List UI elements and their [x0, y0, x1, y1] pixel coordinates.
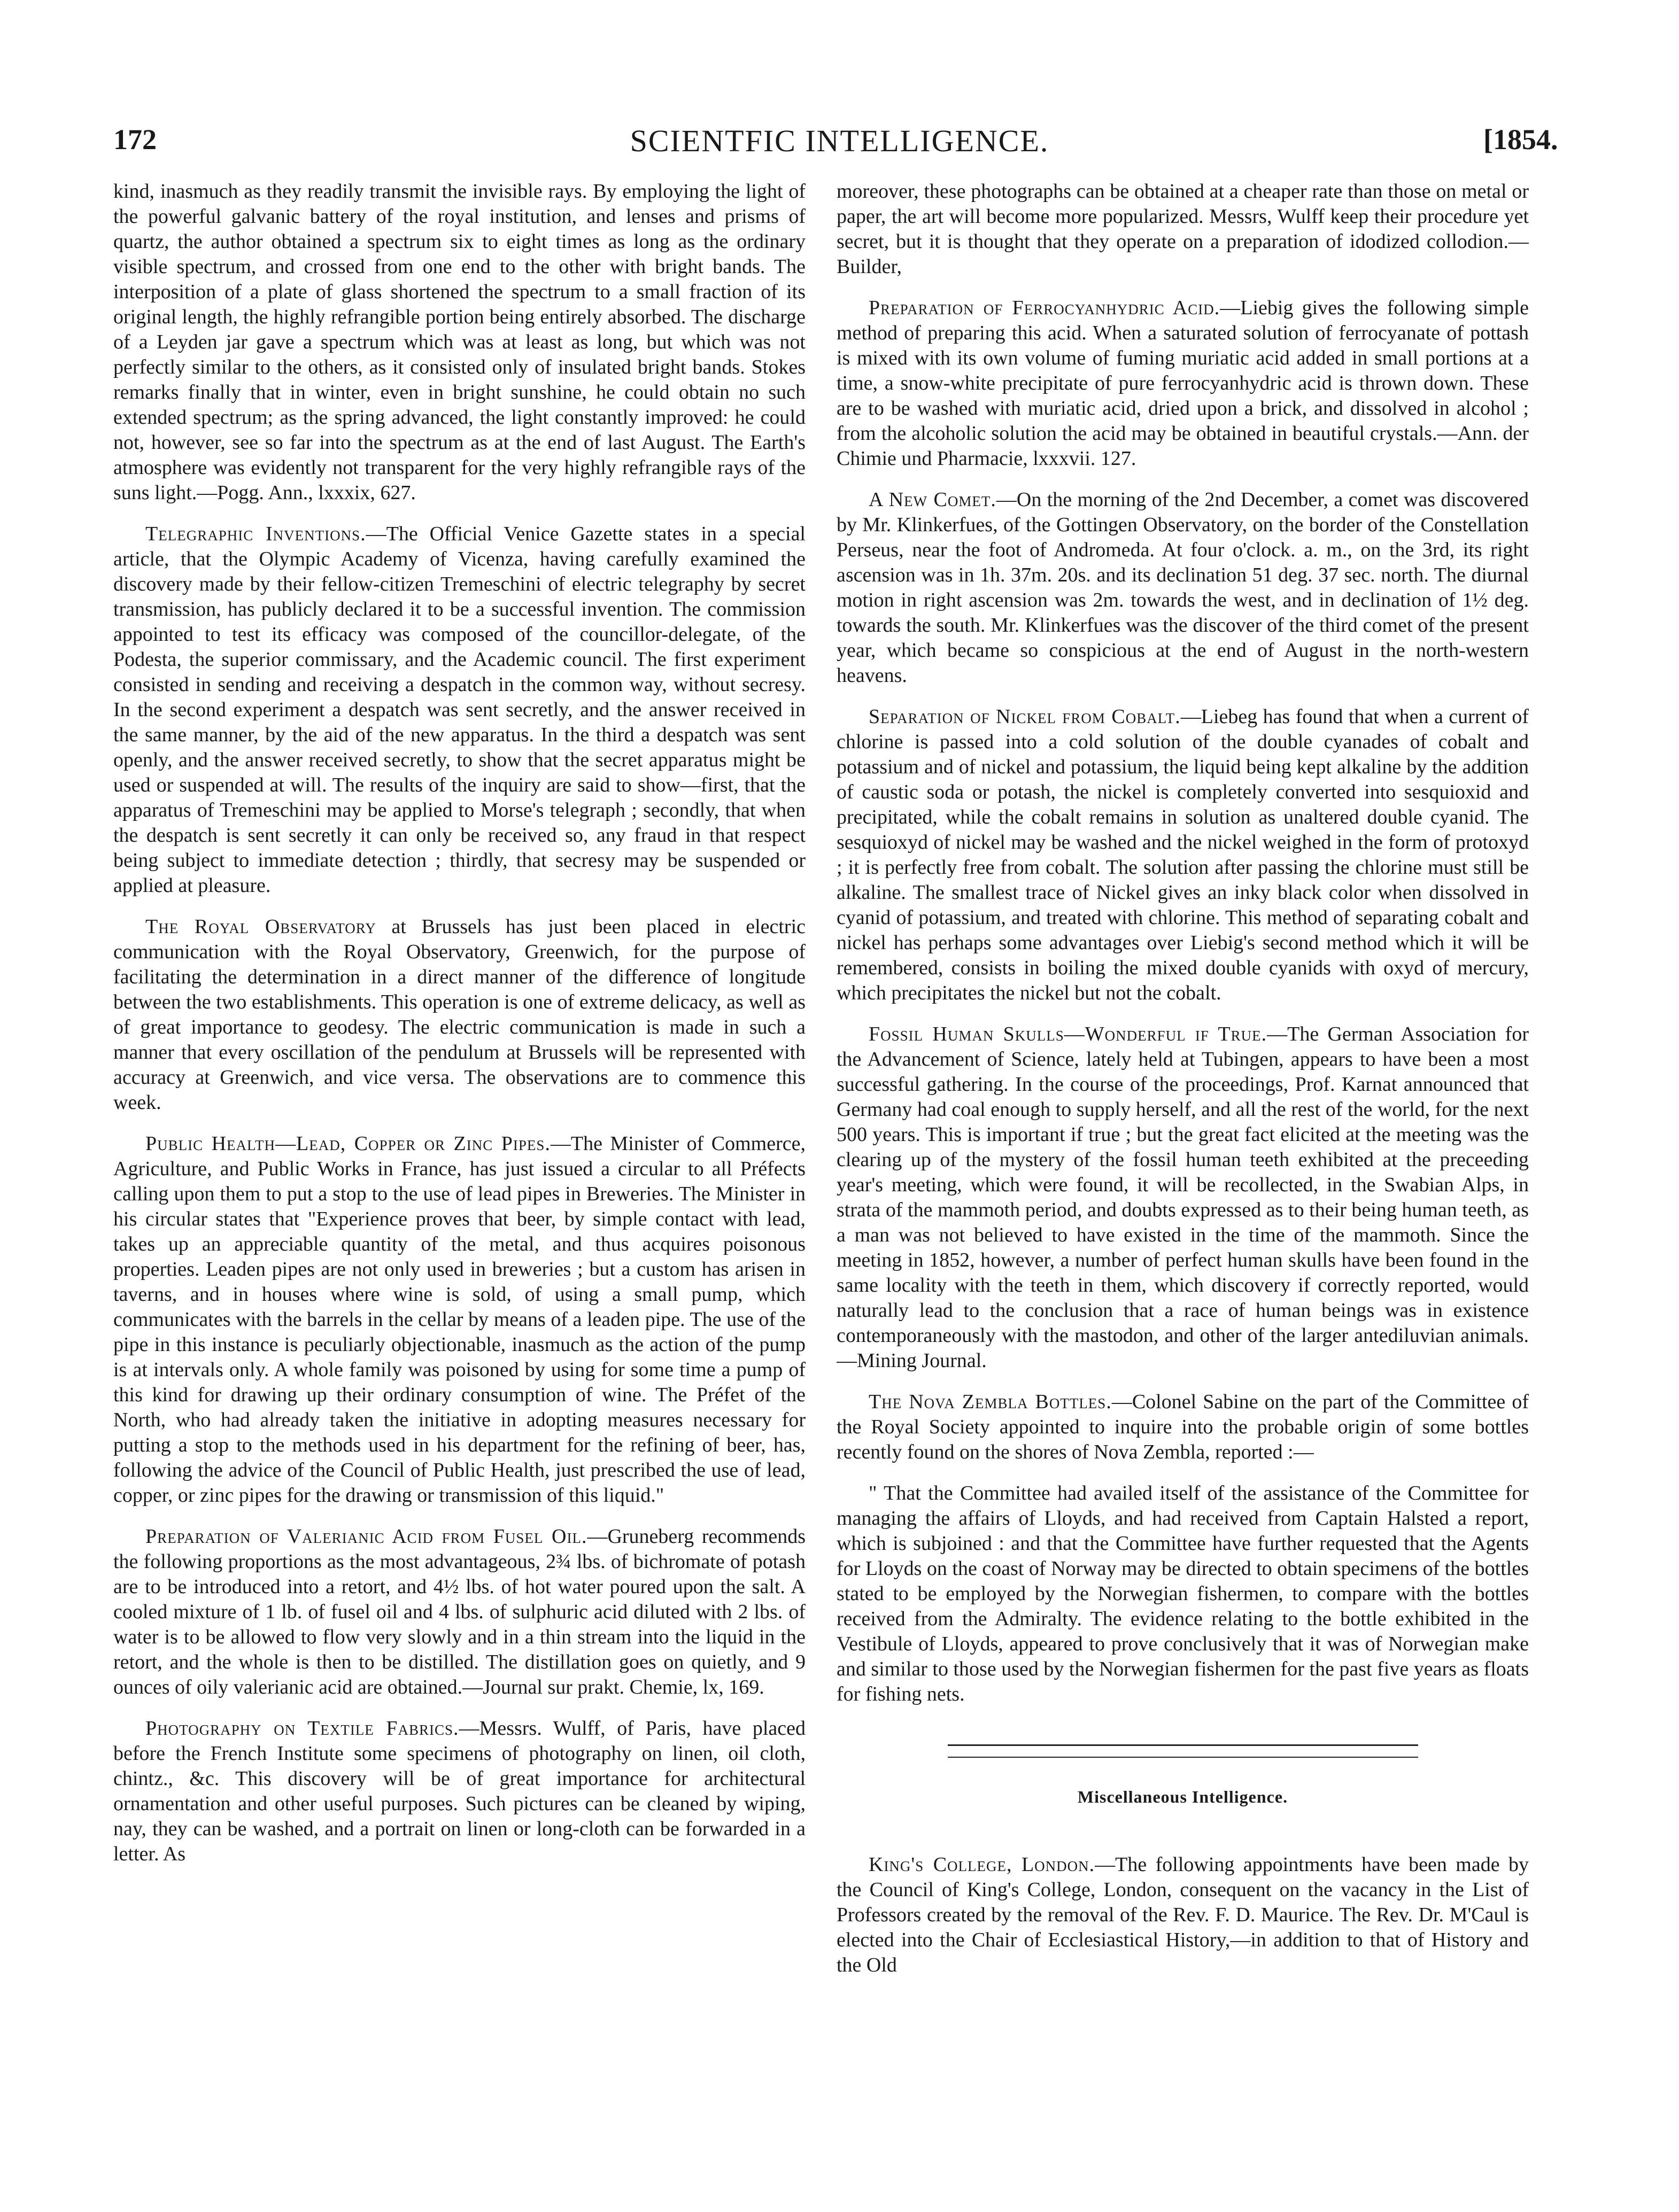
section-heading: The Nova Zembla Bottles.: [869, 1391, 1112, 1413]
paragraph-ferrocyanhydric-acid: [837, 296, 1529, 471]
paragraph-text: —Messrs. Wulff, of Paris, have placed before the French Institute some specimens of photography on linen, oil cloth, chintz., &c. This discovery will be of great importance for architectural ornamentation and other useful purposes. Such pictures can be cleaned by wiping, nay, they can be washed, and a portrait on linen or long-cloth can be forwarded in a letter. As: [113, 1717, 806, 1865]
section-heading: Preparation of Ferrocyanhydric Acid.: [869, 297, 1220, 319]
paragraph-text: —The following appointments have been made by the Council of King's College, London, consequent on the vacancy in the List of Professors created by the removal of the Rev. F. D. Maurice. The Rev. Dr. M'Caul is elected into the Chair of Ecclesiastical History,—in addition to that of History and the Old: [837, 1853, 1529, 1976]
running-title: SCIENTFIC INTELLIGENCE.: [630, 123, 1049, 158]
page-number: 172: [113, 123, 157, 156]
year-label: [1854.: [1483, 123, 1558, 156]
paragraph-text: —The Minister of Commerce, Agriculture, and Public Works in France, has just issued a circular to all Préfects calling upon them to put a stop to the use of lead pipes in Breweries. The Minister in his circular states that "Experience proves that beer, by simple contact with lead, takes up an appreciable quantity of the metal, and thus acquires poisonous properties. Leaden pipes are not only used in breweries ; but a custom has arisen in taverns, and in houses where wine is sold, of using a small pump, which communicates with the barrels in the cellar by means of a leaden pipe. The use of the pipe in this instance is peculiarly objectionable, inasmuch as the action of the pump is at intervals only. A whole family was poisoned by using for some time a pump of this kind for drawing up their ordinary consumption of wine. The Préfet of the North, who had already taken the initiative in adopting measures necessary for putting a stop to the methods used in his department for the refining of beer, has, following the advice of the Council of Public Health, just prescribed the use of lead, copper, or zinc pipes for the drawing or transmission of this liquid.": [113, 1132, 806, 1507]
miscellaneous-heading: Miscellaneous Intelligence.: [1077, 1787, 1288, 1806]
section-heading: A New Comet.: [869, 488, 996, 511]
paragraph-photography-continued: moreover, these photographs can be obtained at a cheaper rate than those on metal or paper, the art will become more popularized. Messrs, Wulff keep their procedure yet secret, but it is thought that they operate on a preparation of idodized collodion.—Builder,: [837, 180, 1529, 278]
paragraph-valerianic-acid: [113, 1524, 806, 1700]
paragraph-text: —Gruneberg recommends the following proportions as the most advantageous, 2¾ lbs. of bichromate of potash are to be introduced into a retort, and 4½ lbs. of hot water poured upon the salt. A cooled mixture of 1 lb. of fusel oil and 4 lbs. of sulphuric acid diluted with 2 lbs. of water is to be allowed to flow very slowly and in a thin stream into the liquid in the retort, and the whole is then to be distilled. The distillation goes on quietly, and 9 ounces of oily valerianic acid are obtained.—Journal sur prakt. Chemie, lx, 169.: [113, 1525, 806, 1698]
paragraph-spectrum-continued: kind, inasmuch as they readily transmit the invisible rays. By employing the light of the powerful galvanic battery of the royal institution, and lenses and prisms of quartz, the author obtained a spectrum six to eight times as long as the ordinary visible spectrum, and crossed from one end to the other with bright bands. The interposition of a plate of glass shortened the spectrum to a small fraction of its original length, the highly refrangible portion being entirely absorbed. The discharge of a Leyden jar gave a spectrum which was at least as long, but which was not perfectly similar to the others, as it consisted only of insulated bright bands. Stokes remarks finally that in winter, even in bright sunshine, he could obtain no such extended spectrum; as the spring advanced, the light constantly improved: he could not, however, see so far into the spectrum as at the end of last August. The Earth's atmosphere was evidently not transparent for the very highly refrangible rays of the suns light.—Pogg. Ann., lxxxix, 627.: [113, 180, 806, 504]
paragraph-public-health: [113, 1131, 806, 1508]
paragraph-photography-textile: [113, 1716, 806, 1867]
running-header: [0, 123, 1679, 166]
paragraph-telegraphic-inventions: [113, 522, 806, 898]
section-divider-secondary: [948, 1757, 1418, 1758]
section-heading: Photography on Textile Fabrics.: [145, 1717, 459, 1740]
paragraph-kings-college: [837, 1852, 1529, 1978]
paragraph-committee-report-quote: " That the Committee had availed itself of the assistance of the Committee for managing the affairs of Lloyds, and had received from Captain Halsted a report, which is subjoined : and that the Committee have further requested that the Agents for Lloyds on the coast of Norway may be directed to obtain specimens of the bottles stated to be employed by the Norwegian fishermen, to compare with the bottles received from the Admiralty. The evidence relating to the bottle exhibited in the Vestibule of Lloyds, appeared to prove conclusively that it was of Norwegian make and similar to those used by the Norwegian fishermen for the past five years as floats for fishing nets.: [837, 1482, 1529, 1705]
paragraph-fossil-skulls: [837, 1022, 1529, 1373]
right-column: [837, 179, 1529, 2154]
section-divider: [948, 1744, 1418, 1746]
paragraph-text: —Liebeg has found that when a current of chlorine is passed into a cold solution of the double cyanades of cobalt and potassium and of nickel and potassium, the liquid being kept alkaline by the addition of caustic soda or potash, the nickel is completely converted into sesquioxid and precipitated, while the cobalt remains in solution as unaltered double cyanid. The sesquioxyd of nickel may be washed and the nickel weighed in the form of protoxyd ; it is perfectly free from cobalt. The solution after passing the chlorine must still be alkaline. The smallest trace of Nickel gives an inky black color when dissolved in cyanid of potassium, and treated with chlorine. This method of separating cobalt and nickel has perhaps some advantages over Liebig's second method which it will be remembered, consists in boiling the mixed double cyanids with oxyd of mercury, which precipitates the nickel but not the cobalt.: [837, 705, 1529, 1004]
paragraph-nova-zembla: [837, 1390, 1529, 1465]
paragraph-new-comet: [837, 487, 1529, 688]
section-heading: King's College, London.: [869, 1853, 1095, 1876]
left-column: [113, 179, 806, 2154]
section-heading: Preparation of Valerianic Acid from Fusel Oil.: [145, 1525, 587, 1548]
paragraph-nickel-cobalt: [837, 704, 1529, 1006]
paragraph-text: —The Official Venice Gazette states in a special article, that the Olympic Academy of Vicenza, having carefully examined the discovery made by their fellow-citizen Tremeschini of electric telegraphy by secret transmission, has publicly declared it to be a successful invention. The commission appointed to test its efficacy was composed of the councillor-delegate, of the Podesta, the superior commissary, and the Academic council. The first experiment consisted in sending and receiving a despatch in the common way, without secresy. In the second experiment a despatch was sent secretly, and the answer received in the same manner, by the aid of the new apparatus. In the third a despatch was sent openly, and the answer received secretly, to show that the secret apparatus might be used or suspended at will. The results of the inquiry are said to show—first, that the apparatus of Tremeschini may be applied to Morse's telegraph ; secondly, that when the despatch is sent secretly it can only be received so, any fraud in that respect being subject to immediate detection ; thirdly, that secresy may be suspended or applied at pleasure.: [113, 523, 806, 897]
paragraph-royal-observatory: [113, 914, 806, 1115]
section-heading: The Royal Observatory: [145, 915, 376, 938]
section-heading: Telegraphic Inventions.: [145, 523, 366, 545]
paragraph-text: —Liebig gives the following simple method of preparing this acid. When a saturated solution of ferrocyanate of pottash is mixed with its own volume of fuming muriatic acid added in small portions at a time, a snow-white precipitate of pure ferrocyanhydric acid is thrown down. These are to be washed with muriatic acid, dried upon a brick, and dissolved in alcohol ; from the alcoholic solution the acid may be obtained in beautiful crystals.—Ann. der Chimie und Pharmacie, lxxxvii. 127.: [837, 297, 1529, 470]
section-heading: Fossil Human Skulls—Wonderful if True.: [869, 1023, 1267, 1045]
paragraph-text: —The German Association for the Advancement of Science, lately held at Tubingen, appears to have been a most successful gathering. In the course of the proceedings, Prof. Karnat announced that Germany had coal enough to supply herself, and all the rest of the world, for the next 500 years. This is important if true ; but the great fact elicited at the meeting was the clearing up of the mystery of the fossil human teeth exhibited at the preceeding year's meeting, which were found, it will be recollected, in the Swabian Alps, in strata of the mammoth period, and doubts expressed as to their being human teeth, as a man was not believed to have existed in the time of the mammoth. Since the meeting in 1852, however, a number of perfect human skulls have been found in the same locality with the teeth in them, which discovery if correctly reported, would naturally lead to the conclusion that a race of human beings was in existence contemporaneously with the mastodon, and other of the larger antediluvian animals.—Mining Journal.: [837, 1023, 1529, 1372]
paragraph-text: —Colonel Sabine on the part of the Committee of the Royal Society appointed to inquire into the probable origin of some bottles recently found on the shores of Nova Zembla, reported :—: [837, 1391, 1529, 1463]
paragraph-text: —On the morning of the 2nd December, a comet was discovered by Mr. Klinkerfues, of the Gottingen Observatory, on the border of the Constellation Perseus, near the foot of Andromeda. At four o'clock. a. m., on the 3rd, its right ascension was in 1h. 37m. 20s. and its declination 51 deg. 37 sec. north. The diurnal motion in right ascension was 2m. towards the west, and in declination of 1½ deg. towards the south. Mr. Klinkerfues was the discover of the third comet of the present year, which became so conspicious at the end of August in the north-western heavens.: [837, 488, 1529, 687]
section-heading: Separation of Nickel from Cobalt.: [869, 705, 1181, 728]
paragraph-text: at Brussels has just been placed in electric communication with the Royal Observatory, Greenwich, for the purpose of facilitating the determination in a direct manner of the difference of longitude between the two establishments. This operation is one of extreme delicacy, as well as of great importance to geodesy. The electric communication is made in such a manner that every oscillation of the pendulum at Brussels will be represented with accuracy at Greenwich, and vice versa. The observations are to commence this week.: [113, 915, 806, 1114]
section-heading: Public Health—Lead, Copper or Zinc Pipes.: [145, 1132, 551, 1155]
